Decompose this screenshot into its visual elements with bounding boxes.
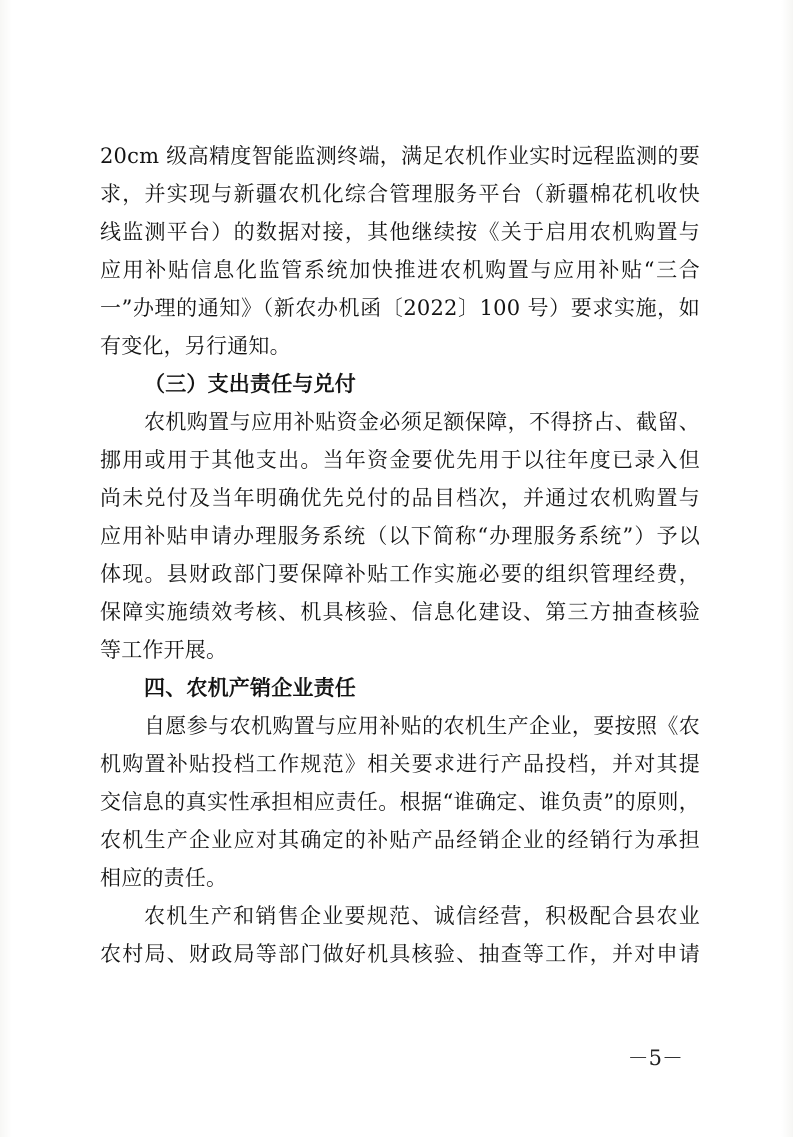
document-body bbox=[100, 137, 700, 973]
text-line: 农机生产企业应对其确定的补贴产品经销企业的经销行为承担 bbox=[100, 828, 700, 852]
text-line: 农机购置与应用补贴资金必须足额保障，不得挤占、截留、 bbox=[144, 410, 700, 434]
section-heading: （三）支出责任与兑付 bbox=[144, 372, 356, 396]
text-line: 体现。县财政部门要保障补贴工作实施必要的组织管理经费， bbox=[100, 562, 700, 586]
text-line: 挪用或用于其他支出。当年资金要优先用于以往年度已录入但 bbox=[100, 448, 700, 472]
text-line: 机购置补贴投档工作规范》相关要求进行产品投档，并对其提 bbox=[100, 752, 700, 776]
text-line: 线监测平台）的数据对接，其他继续按《关于启用农机购置与 bbox=[100, 220, 700, 244]
text-line: 自愿参与农机购置与应用补贴的农机生产企业，要按照《农 bbox=[144, 714, 700, 738]
text-line: 农村局、财政局等部门做好机具核验、抽查等工作，并对申请 bbox=[100, 942, 700, 966]
text-line: 等工作开展。 bbox=[100, 638, 228, 662]
text-line: 应用补贴信息化监管系统加快推进农机购置与应用补贴“三合 bbox=[100, 258, 700, 282]
text-line: 保障实施绩效考核、机具核验、信息化建设、第三方抽查核验 bbox=[100, 600, 700, 624]
text-line: 交信息的真实性承担相应责任。根据“谁确定、谁负责”的原则， bbox=[100, 790, 700, 814]
text-line: 一”办理的通知》（新农办机函〔2022〕100 号）要求实施，如 bbox=[100, 296, 700, 320]
text-line: 应用补贴申请办理服务系统（以下简称“办理服务系统”）予以 bbox=[100, 524, 700, 548]
text-line: 求，并实现与新疆农机化综合管理服务平台（新疆棉花机收快 bbox=[100, 182, 700, 206]
text-line: 20cm 级高精度智能监测终端，满足农机作业实时远程监测的要 bbox=[100, 144, 700, 168]
section-heading: 四、农机产销企业责任 bbox=[144, 676, 356, 700]
text-line: 农机生产和销售企业要规范、诚信经营，积极配合县农业 bbox=[144, 904, 700, 928]
page-number: －5－ bbox=[627, 1046, 683, 1070]
text-line: 尚未兑付及当年明确优先兑付的品目档次，并通过农机购置与 bbox=[100, 486, 700, 510]
text-line: 相应的责任。 bbox=[100, 866, 228, 890]
text-line: 有变化，另行通知。 bbox=[100, 334, 291, 358]
